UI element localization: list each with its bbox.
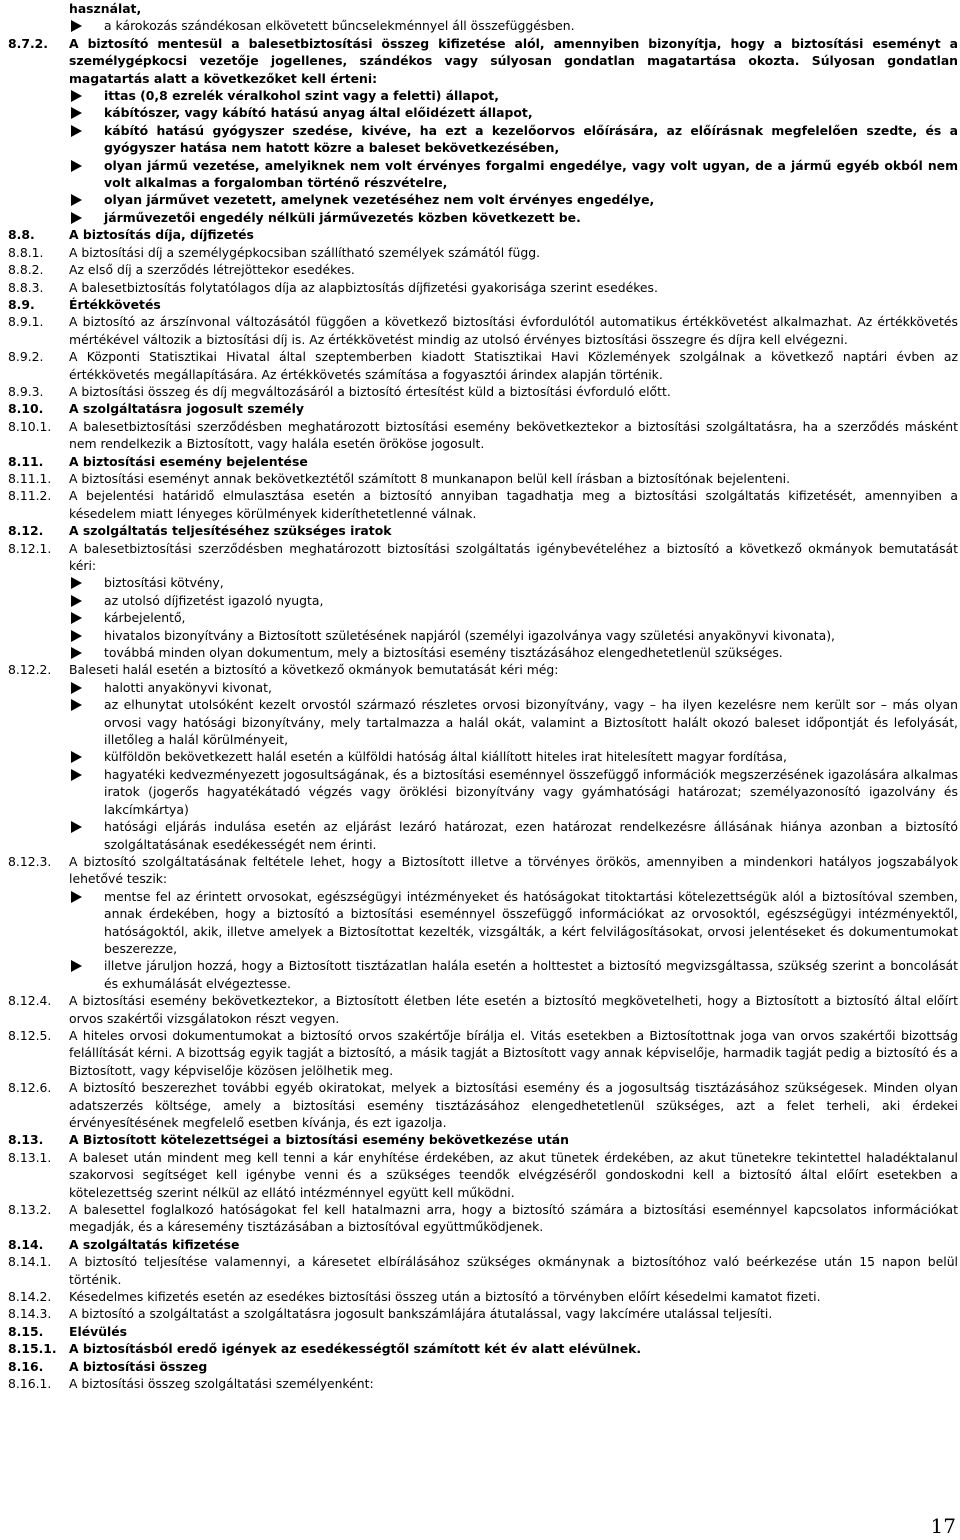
section-number: 8.9.	[8, 296, 35, 312]
bullet-item	[8, 574, 958, 591]
section-8-12-5	[8, 1027, 958, 1079]
section-number: 8.8.1.	[8, 244, 44, 260]
section-number: 8.13.1.	[8, 1149, 52, 1165]
section-number: 8.13.	[8, 1132, 44, 1148]
section-number: 8.14.	[8, 1236, 44, 1252]
section-number: 8.7.2.	[8, 35, 48, 51]
section-8-9-2	[8, 348, 958, 383]
triangle-bullet-icon	[69, 627, 104, 644]
section-number: 8.12.4.	[8, 993, 52, 1009]
section-title: A biztosítási összeg	[69, 1358, 208, 1374]
triangle-bullet-icon	[69, 574, 104, 591]
section-title: A Biztosított kötelezettségei a biztosítási esemény bekövetkezése után	[69, 1132, 569, 1148]
section-text: Késedelmes kifizetés esetén az esedékes biztosítási összeg után a biztosító a törvényben előírt késedelmi kamatot fizeti.	[69, 1289, 821, 1305]
heading-8-9	[8, 296, 958, 313]
section-8-8-3	[8, 279, 958, 296]
section-text: A biztosító beszerezhet további egyéb okiratokat, melyek a biztosítási esemény és a jogosultság tisztázásához szükségesek. Minden olyan adatszerzés költsége, amely a biztosítási esemény tisztázásához elengedhetetlenül szükséges, azt a felet terheli, aki érdekei érvényesítésének megfelelő esetben kívánja, és ezt igazolja.	[69, 1080, 958, 1130]
triangle-bullet-icon	[69, 644, 104, 661]
section-number: 8.11.1.	[8, 470, 52, 486]
section-number: 8.8.3.	[8, 279, 44, 295]
bullet-item	[8, 957, 958, 992]
triangle-bullet-icon	[69, 191, 104, 208]
section-8-12-4	[8, 992, 958, 1027]
section-text: A biztosító szolgáltatásának feltétele lehet, hogy a Biztosított illetve a törvényes örökös, amennyiben a mindenkori hatályos jogszabályok lehetővé teszik:	[69, 853, 958, 887]
triangle-bullet-icon	[69, 679, 104, 696]
triangle-bullet-icon	[69, 888, 104, 905]
section-title: A szolgáltatás teljesítéséhez szükséges iratok	[69, 523, 392, 539]
section-title: A szolgáltatásra jogosult személy	[69, 401, 304, 417]
section-number: 8.9.2.	[8, 349, 44, 365]
bullet-text: mentse fel az érintett orvosokat, egészségügyi intézményeket és hatóságokat titoktartási kötelezettségük alól a biztosítóval szemben, annak érdekében, hogy a biztosító a biztosítási eseménnyel összefüggő információkat az orvosoktól, egészségügyi intézményektől, hatóságoktól, akik, illetve amelyek a Biztosítottat kezelték, vizsgálták, a kért felvilágosításokat, orvosi jelentéseket és dokumentumokat beszerezze,	[104, 888, 958, 956]
section-8-12-3	[8, 853, 958, 888]
page-number: 17	[930, 1514, 956, 1538]
continuation-text: használat,	[69, 1, 142, 16]
bullet-item	[8, 644, 958, 661]
section-8-11-1	[8, 470, 958, 487]
section-8-14-1	[8, 1253, 958, 1288]
bullet-item	[8, 17, 958, 34]
bullet-item	[8, 748, 958, 765]
section-title: A biztosítás díja, díjfizetés	[69, 227, 254, 243]
section-8-11-2	[8, 487, 958, 522]
section-text: A biztosítási esemény bekövetkeztekor, a Biztosított életben léte esetén a biztosító megkövetelheti, hogy a Biztosított a biztosító által előírt orvos szakértői vizsgálatokon részt vegyen.	[69, 993, 958, 1026]
section-text: A Központi Statisztikai Hivatal által szeptemberben kiadott Statisztikai Havi Közlemények szolgálnak a következő naptári évben az értékkövetés megállapítására. Az értékkövetés számítása a fogyasztói árindex alapján történik.	[69, 349, 958, 382]
bullet-list-8122	[8, 679, 958, 853]
section-8-14-2	[8, 1288, 958, 1305]
bullet-text: halotti anyakönyvi kivonat,	[104, 679, 272, 695]
section-text: A biztosítási összeg szolgáltatási személyenként:	[69, 1376, 374, 1392]
triangle-bullet-icon	[69, 104, 104, 121]
bullet-item	[8, 157, 958, 192]
section-8-10-1	[8, 418, 958, 453]
heading-8-10	[8, 400, 958, 417]
section-number: 8.14.1.	[8, 1254, 52, 1270]
bullet-text: kárbejelentő,	[104, 610, 186, 626]
heading-8-16	[8, 1358, 958, 1375]
section-text: A biztosítási összeg és díj megváltozásáról a biztosító értesítést küld a biztosítási évforduló előtt.	[69, 383, 671, 399]
triangle-bullet-icon	[69, 209, 104, 226]
heading-8-12	[8, 522, 958, 539]
triangle-bullet-icon	[69, 122, 104, 139]
bullet-text: olyan járművet vezetett, amelynek vezetéséhez nem volt érvényes engedélye,	[104, 192, 655, 208]
bullet-item	[8, 609, 958, 626]
heading-8-13	[8, 1131, 958, 1148]
section-text: A biztosító az árszínvonal változásától függően a következő biztosítási évfordulótól automatikus értékkövetést alkalmazhat. Az értékkövetés mértékével változik a biztosítási díj is. Az értékkövetést mindig az utolsó érvényes biztosítási összegre és díjra kell elvégezni.	[69, 314, 958, 347]
section-8-16-1	[8, 1375, 958, 1392]
section-8-12-2	[8, 661, 958, 678]
section-title: A szolgáltatás kifizetése	[69, 1236, 240, 1252]
section-title: Elévülés	[69, 1323, 128, 1339]
section-number: 8.10.	[8, 401, 44, 417]
section-text: A biztosítási eseményt annak bekövetkeztétől számított 8 munkanapon belül kell írásban a biztosítónak bejelenteni.	[69, 470, 791, 486]
section-number: 8.9.3.	[8, 383, 44, 399]
bullet-item	[8, 592, 958, 609]
document-page	[8, 0, 958, 1393]
section-8-9-3	[8, 383, 958, 400]
section-text: A biztosításból eredő igények az esedékességtől számított két év alatt elévülnek.	[69, 1341, 642, 1357]
section-title: A biztosítási esemény bejelentése	[69, 453, 308, 469]
section-text: A biztosító a szolgáltatást a szolgáltatásra jogosult bankszámlájára átutalással, vagy lakcímére utalással teljesíti.	[69, 1306, 773, 1322]
section-8-8-1	[8, 244, 958, 261]
bullet-item	[8, 0, 958, 17]
bullet-text: az elhunytat utolsóként kezelt orvostól származó részletes orvosi bizonyítvány, vagy – ha ilyen kezelésre nem került sor – más olyan orvosi vagy hatósági bizonyítvány, mely tartalmazza a halál okát, valamint a Biztosított halált okozó baleset időpontját és lefolyását, illetőleg a halál körülményeit,	[104, 697, 958, 748]
heading-8-11	[8, 453, 958, 470]
heading-8-8	[8, 226, 958, 243]
section-number: 8.8.2.	[8, 262, 44, 278]
section-8-8-2	[8, 261, 958, 278]
bullet-item	[8, 888, 958, 958]
triangle-bullet-icon	[69, 157, 104, 174]
section-text: A biztosító mentesül a balesetbiztosítási összeg kifizetése alól, amennyiben bizonyítja, hogy a biztosítási eseményt a személygépkocsi vezetője jogellenes, szándékos vagy súlyosan gondatlan magatartása okozta. Súlyosan gondatlan magatartás alatt a következőket kell érteni:	[69, 35, 958, 86]
section-number: 8.12.	[8, 523, 44, 539]
section-number: 8.12.3.	[8, 853, 52, 869]
bullet-text: kábítószer, vagy kábító hatású anyag által előidézett állapot,	[104, 105, 533, 121]
triangle-bullet-icon	[69, 748, 104, 765]
triangle-bullet-icon	[69, 609, 104, 626]
triangle-bullet-icon	[69, 696, 104, 713]
bullet-text: továbbá minden olyan dokumentum, mely a biztosítási esemény tisztázásához elengedhetetlenül szükséges.	[104, 645, 783, 661]
bullet-item	[8, 818, 958, 853]
section-text: A balesettel foglalkozó hatóságokat fel kell hatalmazni arra, hogy a biztosító számára a biztosítási eseménnyel kapcsolatos információkat megadják, és a káresemény tisztázásában a biztosítóval együttműködjenek.	[69, 1202, 958, 1235]
section-number: 8.14.3.	[8, 1306, 52, 1322]
section-number: 8.13.2.	[8, 1202, 52, 1218]
section-8-9-1	[8, 313, 958, 348]
section-text: A biztosítási díj a személygépkocsiban szállítható személyek számától függ.	[69, 244, 541, 260]
section-number: 8.15.1.	[8, 1341, 57, 1357]
section-text: Baleseti halál esetén a biztosító a következő okmányok bemutatását kéri még:	[69, 662, 559, 678]
section-number: 8.12.1.	[8, 540, 52, 556]
heading-8-14	[8, 1236, 958, 1253]
triangle-bullet-icon	[69, 957, 104, 974]
section-number: 8.14.2.	[8, 1289, 52, 1305]
section-8-12-1	[8, 540, 958, 575]
section-number: 8.10.1.	[8, 418, 52, 434]
section-number: 8.12.6.	[8, 1080, 52, 1096]
bullet-item	[8, 104, 958, 121]
section-8-15-1	[8, 1340, 958, 1357]
triangle-bullet-icon	[69, 766, 104, 783]
bullet-text: ittas (0,8 ezrelék véralkohol szint vagy a feletti) állapot,	[104, 88, 499, 104]
section-number: 8.12.2.	[8, 662, 52, 678]
section-number: 8.11.2.	[8, 488, 52, 504]
bullet-text: illetve járuljon hozzá, hogy a Biztosított tisztázatlan halála esetén a holttestet a biztosító megvizsgáltassa, szükség szerint a boncolását és exhumálását elvégeztesse.	[104, 958, 958, 991]
section-8-14-3	[8, 1305, 958, 1322]
bullet-text: biztosítási kötvény,	[104, 575, 224, 591]
bullet-text: hivatalos bizonyítvány a Biztosított születésének napjáról (személyi igazolványa vagy születési anyakönyvi kivonata),	[104, 627, 835, 643]
bullet-list-8123	[8, 888, 958, 992]
section-number: 8.15.	[8, 1323, 44, 1339]
section-text: A balesetbiztosítási szerződésben meghatározott biztosítási esemény bekövetkeztekor a biztosítási szolgáltatásra, ha a szerződés másként nem rendelkezik a Biztosított, vagy halála esetén örököse jogosult.	[69, 418, 958, 452]
section-8-13-2	[8, 1201, 958, 1236]
bullet-text: hagyatéki kedvezményezett jogosultságának, és a biztosítási eseménnyel összefüggő információk megszerzésének igazolására alkalmas iratok (jogerős hagyatékátadó végzés vagy öröklési bizonyítvány vagy gyámhatósági határozat; személyazonosító igazolvány és lakcímkártya)	[104, 766, 958, 817]
section-text: Az első díj a szerződés létrejöttekor esedékes.	[69, 262, 355, 278]
bullet-item	[8, 627, 958, 644]
bullet-text: olyan jármű vezetése, amelyiknek nem volt érvényes forgalmi engedélye, vagy volt ugyan, de a jármű egyéb okból nem volt alkalmas a forgalomban történő részvételre,	[104, 157, 958, 191]
bullet-list-8121	[8, 574, 958, 661]
bullet-list-872	[8, 87, 958, 226]
section-text: A hiteles orvosi dokumentumokat a biztosító orvos szakértője bírálja el. Vitás esetekben a Biztosítottnak joga van orvos szakértői bizottság felállítását kérni. A bizottság egyik tagját a biztosító, a másik tagját a Biztosított vagy annak képviselője, harmadik tagját pedig a biztosító és a Biztosított, vagy képviselője közösen jelölhetik meg.	[69, 1027, 958, 1078]
section-text: A balesetbiztosítási szerződésben meghatározott biztosítási szolgáltatás igénybevételéhez a biztosító a következő okmányok bemutatását kéri:	[69, 540, 958, 573]
section-number: 8.8.	[8, 227, 35, 243]
bullet-item	[8, 679, 958, 696]
section-number: 8.16.1.	[8, 1376, 52, 1392]
section-number: 8.9.1.	[8, 314, 44, 330]
heading-8-15	[8, 1323, 958, 1340]
bullet-item	[8, 87, 958, 104]
section-8-13-1	[8, 1149, 958, 1201]
section-number: 8.12.5.	[8, 1027, 52, 1043]
bullet-item	[8, 696, 958, 748]
triangle-bullet-icon	[69, 592, 104, 609]
triangle-bullet-icon	[69, 818, 104, 835]
section-text: A biztosító teljesítése valamennyi, a káresetet elbírálásához szükséges okmánynak a biztosítóhoz való beérkezése után 15 napon belül történik.	[69, 1254, 958, 1287]
bullet-text: hatósági eljárás indulása esetén az eljárást lezáró határozat, ezen határozat rendelkezésre állásának hiánya azonban a biztosító szolgáltatásának esedékességét nem érinti.	[104, 819, 958, 852]
bullet-item	[8, 766, 958, 818]
bullet-item	[8, 209, 958, 226]
bullet-text: kábító hatású gyógyszer szedése, kivéve, ha ezt a kezelőorvos előírására, az előírásnak megfelelően szedte, és a gyógyszer hatása nem hatott közre a baleset bekövetkezésében,	[104, 122, 958, 156]
section-number: 8.11.	[8, 453, 44, 469]
section-number: 8.16.	[8, 1358, 44, 1374]
bullet-item	[8, 122, 958, 157]
bullet-text: külföldön bekövetkezett halál esetén a külföldi hatóság által kiállított hiteles irat hitelesített magyar fordítása,	[104, 749, 787, 765]
section-text: A bejelentési határidő elmulasztása esetén a biztosító annyiban tagadhatja meg a biztosítási szolgáltatás kifizetését, amennyiben a késedelem miatt lényeges körülmények kideríthetetlenné válnak.	[69, 488, 958, 521]
section-text: A baleset után mindent meg kell tenni a kár enyhítése érdekében, az akut tünetek érdekében, az akut tünetekre tekintettel haladéktalanul szakorvosi segítséget kell igénybe venni és a szükséges teendők elvégzéséről gondoskodni kell a biztosító által előírt esetekben a kötelezettség szerint nélkül az ellátó intézménnyel együtt kell működni.	[69, 1149, 958, 1200]
section-text: A balesetbiztosítás folytatólagos díja az alapbiztosítás díjfizetési gyakorisága szerint esedékes.	[69, 279, 658, 295]
section-title: Értékkövetés	[69, 296, 161, 312]
triangle-bullet-icon	[69, 87, 104, 104]
bullet-item	[8, 191, 958, 208]
section-8-7-2	[8, 35, 958, 87]
bullet-text: járművezetői engedély nélküli járművezetés közben következett be.	[104, 209, 581, 225]
bullet-text: a károkozás szándékosan elkövetett bűncselekménnyel áll összefüggésben.	[104, 18, 575, 34]
section-8-12-6	[8, 1079, 958, 1131]
bullet-text: az utolsó díjfizetést igazoló nyugta,	[104, 592, 324, 608]
triangle-bullet-icon	[69, 17, 104, 34]
